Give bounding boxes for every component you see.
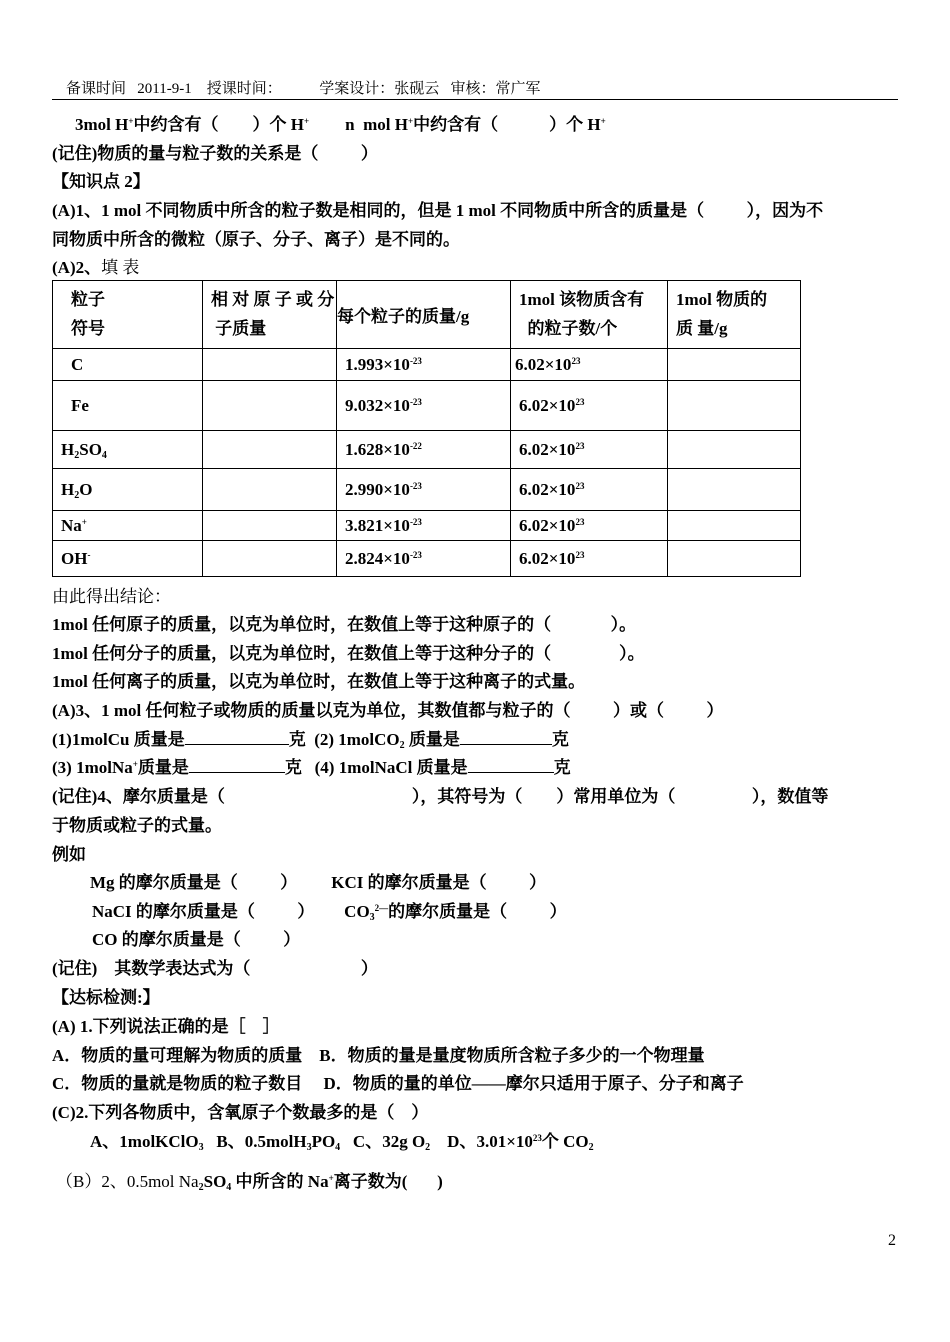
cell-relative-mass xyxy=(203,431,337,469)
check-question2: (C)2.下列各物质中，含氧原子个数最多的是（ ） xyxy=(52,1103,429,1122)
cell-particle-mass: $9.032\times 10^{-23}$ xyxy=(337,381,511,431)
cell-relative-mass xyxy=(203,381,337,431)
section-title-kp2: 【知识点 2】 xyxy=(52,172,150,191)
table-row xyxy=(53,431,801,469)
header-rule xyxy=(52,99,898,100)
cell-particle-mass: $2.824\times 10^{-23}$ xyxy=(337,541,511,577)
cell-symbol: $H_2SO_4$ xyxy=(53,431,203,469)
check-question1: (A) 1.下列说法正确的是［ ］ xyxy=(52,1017,280,1036)
col-header-particle-mass: 每个粒子的质量/g xyxy=(337,281,511,349)
table-row xyxy=(53,541,801,577)
cell-particle-mass: $2.990\times 10^{-23}$ xyxy=(337,469,511,511)
table-header-row xyxy=(53,281,801,349)
conclusion-atom: 1mol 任何原子的质量，以克为单位时，在数值上等于这种原子的（ ）。 xyxy=(52,615,637,634)
cell-particle-mass: $1.628\times 10^{-22}$ xyxy=(337,431,511,469)
molar-mass-def-line2: 于物质或粒子的式量。 xyxy=(52,816,222,835)
kp2-item2: (A)2、填 表 xyxy=(52,258,140,277)
cell-molar-mass xyxy=(668,349,801,381)
example-line1: Mg 的摩尔质量是（ ） KCI 的摩尔质量是（ ） xyxy=(90,873,547,892)
cell-molar-mass xyxy=(668,541,801,577)
cell-symbol: Fe xyxy=(53,381,203,431)
example-label: 例如 xyxy=(52,845,86,864)
molar-mass-def-line1: (记住)4、摩尔质量是（ ），其符号为（ ）常用单位为（ ），数值等 xyxy=(52,787,829,806)
design-credit: 学案设计：张砚云 xyxy=(319,81,440,97)
col-header-relative-mass: 相 对 原 子 或 分 子质量 xyxy=(203,281,337,349)
mass-question-row2: (3) 1molNa+质量是 克 (4) 1molNaCl 质量是 克 xyxy=(52,758,571,777)
cell-molar-mass xyxy=(668,511,801,541)
cell-relative-mass xyxy=(203,511,337,541)
table-row xyxy=(53,381,801,431)
check-q1-options-cd: C．物质的量就是物质的粒子数目 D．物质的量的单位——摩尔只适用于原子、分子和离子 xyxy=(52,1074,744,1093)
mass-table xyxy=(52,280,801,577)
formula-line: (记住) 其数学表达式为（ ） xyxy=(52,959,378,978)
cell-particle-count: $6.02\times 10^{23}$ xyxy=(511,431,668,469)
kp2-item1-line2: 同物质中所含的微粒（原子、分子、离子）是不同的。 xyxy=(52,230,460,249)
relation-line: (记住)物质的量与粒子数的关系是（ ） xyxy=(52,144,378,163)
teach-label: 授课时间： xyxy=(206,81,282,97)
kp2-item3: (A)3、1 mol 任何粒子或物质的质量以克为单位，其数值都与粒子的（ ）或（ ） xyxy=(52,701,724,720)
cell-molar-mass xyxy=(668,469,801,511)
cell-particle-count: $6.02\times 10^{23}$ xyxy=(511,511,668,541)
cell-relative-mass xyxy=(203,469,337,511)
col-header-molar-mass: 1mol 物质的 质 量/g xyxy=(668,281,801,349)
review-credit: 审核：常广军 xyxy=(450,81,541,97)
kp2-item1-line1: (A)1、1 mol 不同物质中所含的粒子数是相同的，但是 1 mol 不同物质中所含的质量是（ ），因为不 xyxy=(52,201,824,220)
example-line2: NaCI 的摩尔质量是（ ） $CO_3^{2—}$的摩尔质量是（ ） xyxy=(92,902,567,923)
cell-particle-count: $6.02\times 10^{23}$ xyxy=(511,541,668,577)
page-number: 2 xyxy=(888,1232,896,1249)
check-q2-options: A、1molKClO$_3$ B、$0.5molH_3PO_4$ C、32g $O_2$ D、$3.01\times 10^{23}$个 $CO_2$ xyxy=(90,1132,594,1153)
cell-relative-mass xyxy=(203,541,337,577)
cell-relative-mass xyxy=(203,349,337,381)
col-header-symbol: 粒子 符号 xyxy=(53,281,203,349)
prep-label: 备课时间 xyxy=(66,81,127,97)
cell-molar-mass xyxy=(668,381,801,431)
table-row xyxy=(53,511,801,541)
cell-particle-mass: $3.821\times 10^{-23}$ xyxy=(337,511,511,541)
table-row xyxy=(53,469,801,511)
cell-symbol: C xyxy=(53,349,203,381)
example-line3: CO 的摩尔质量是（ ） xyxy=(92,930,301,949)
table-row xyxy=(53,349,801,381)
cell-molar-mass xyxy=(668,431,801,469)
cell-symbol: $H_2O$ xyxy=(53,469,203,511)
h-ion-line: 3mol H+中约含有（ ）个 H+ n mol H+中约含有（ ）个 H+ xyxy=(75,115,606,134)
cell-symbol: Na+ xyxy=(53,511,203,541)
mass-question-row1: (1)1molCu 质量是 克 (2) 1molCO$_2$ 质量是 克 xyxy=(52,730,569,751)
prep-date: 2011-9-1 xyxy=(137,81,192,97)
cell-particle-count: $6.02\times 10^{23}$ xyxy=(511,381,668,431)
conclusion-ion: 1mol 任何离子的质量，以克为单位时，在数值上等于这种离子的式量。 xyxy=(52,672,586,691)
conclusion-molecule: 1mol 任何分子的质量，以克为单位时，在数值上等于这种分子的（ ）。 xyxy=(52,644,645,663)
cell-particle-count: $6.02\times 10^{23}$ xyxy=(511,349,668,381)
check-question3: （B）2、0.5mol $Na_2SO_4$ 中所含的 Na+离子数为( ) xyxy=(56,1172,443,1193)
col-header-particle-count: 1mol 该物质含有 的粒子数/个 xyxy=(511,281,668,349)
check-title: 【达标检测:】 xyxy=(52,988,160,1007)
check-q1-options-ab: A．物质的量可理解为物质的质量 B．物质的量是量度物质所含粒子多少的一个物理量 xyxy=(52,1046,705,1065)
page-header xyxy=(66,77,541,98)
cell-particle-count: $6.02\times 10^{23}$ xyxy=(511,469,668,511)
cell-particle-mass: $1.993\times 10^{-23}$ xyxy=(337,349,511,381)
cell-symbol: OH- xyxy=(53,541,203,577)
conclusion-title: 由此得出结论： xyxy=(52,587,171,606)
